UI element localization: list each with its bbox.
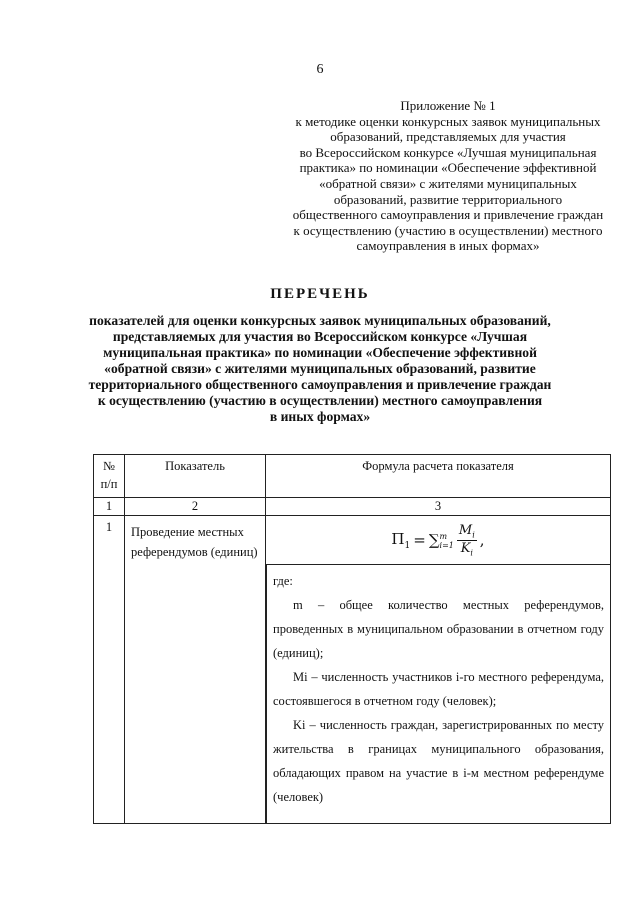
formula-equals: = — [413, 531, 426, 549]
subtitle-line: показателей для оценки конкурсных заявок муниципальных образований, — [89, 313, 551, 328]
formula — [266, 516, 610, 564]
appendix-line: практика» по номинации «Обеспечение эффективной — [299, 160, 597, 176]
appendix-line: к методике оценки конкурсных заявок муниципальных — [295, 113, 601, 129]
header-number — [94, 455, 125, 498]
denominator-sub: i — [470, 548, 473, 558]
subtitle-line: территориального общественного самоуправления и привлечение граждан — [88, 377, 552, 392]
numerator-symbol: M — [458, 522, 473, 538]
header-number-line: п/п — [100, 477, 118, 491]
column-number: 3 — [266, 498, 611, 516]
definition-ki: Ki – численность граждан, зарегистрированных по месту жительства в границах муниципального образования, обладающих правом на участие в i-м местном референдуме (человек) — [273, 718, 604, 804]
definition-m: m – общее количество местных референдумов, проведенных в муниципальном образовании в отчетном году (единиц); — [273, 598, 604, 660]
page-number: 6 — [316, 62, 324, 77]
appendix-line: Приложение № 1 — [400, 98, 496, 113]
where-label: где: — [273, 574, 293, 588]
fraction-denominator — [459, 541, 475, 558]
table-row — [94, 516, 611, 824]
appendix-header — [268, 98, 628, 254]
formula-trail: , — [479, 531, 485, 549]
column-number: 2 — [125, 498, 266, 516]
subtitle-line: к осуществлению (участию в осуществлении) местного самоуправления — [97, 393, 543, 408]
appendix-line: к осуществлению (участию в осуществлении) местного — [293, 222, 603, 238]
sum-upper: m — [439, 531, 448, 541]
definition-mi: Mi – численность участников i-го местного референдума, состоявшегося в отчетном году (человек); — [273, 670, 604, 708]
subtitle-line: «обратной связи» с жителями муниципальных образований, развитие — [104, 361, 536, 376]
appendix-line: общественного самоуправления и привлечение граждан — [292, 207, 604, 223]
header-indicator: Показатель — [125, 455, 266, 498]
header-number-line: № — [103, 459, 115, 473]
denominator-symbol: K — [460, 540, 471, 556]
fraction-numerator — [457, 523, 477, 541]
header-formula: Формула расчета показателя — [266, 455, 611, 498]
column-number-row — [94, 498, 611, 516]
sum-symbol: ∑ — [428, 530, 440, 549]
row-indicator: Проведение местных референдумов (единиц) — [125, 516, 266, 824]
indicators-table — [93, 454, 611, 824]
appendix-line: «обратной связи» с жителями муниципальных — [319, 175, 577, 191]
formula-lhs-symbol: П — [391, 529, 405, 548]
formula-fraction — [457, 523, 477, 557]
formula-explanation — [266, 564, 610, 823]
sum-lower: i=1 — [439, 540, 454, 550]
subtitle-line: муниципальная практика» по номинации «Обеспечение эффективной — [103, 345, 537, 360]
document-subtitle — [80, 313, 560, 425]
numerator-sub: i — [472, 530, 475, 540]
row-number: 1 — [94, 516, 125, 824]
formula-lhs-sub: 1 — [404, 540, 411, 551]
column-number: 1 — [94, 498, 125, 516]
formula-lhs — [391, 530, 410, 551]
formula-sum — [429, 531, 454, 550]
row-formula-cell — [266, 516, 611, 824]
document-title: ПЕРЕЧЕНЬ — [270, 286, 370, 302]
appendix-line: во Всероссийском конкурсе «Лучшая муниципальная — [299, 144, 597, 160]
appendix-line: образований, развитие территориального — [333, 191, 563, 207]
appendix-line: образований, представляемых для участия — [330, 129, 566, 145]
subtitle-line: представляемых для участия во Всероссийском конкурсе «Лучшая — [112, 329, 528, 344]
subtitle-line: в иных формах» — [269, 409, 371, 424]
appendix-line: самоуправления в иных формах» — [356, 238, 540, 254]
table-header-row — [94, 455, 611, 498]
